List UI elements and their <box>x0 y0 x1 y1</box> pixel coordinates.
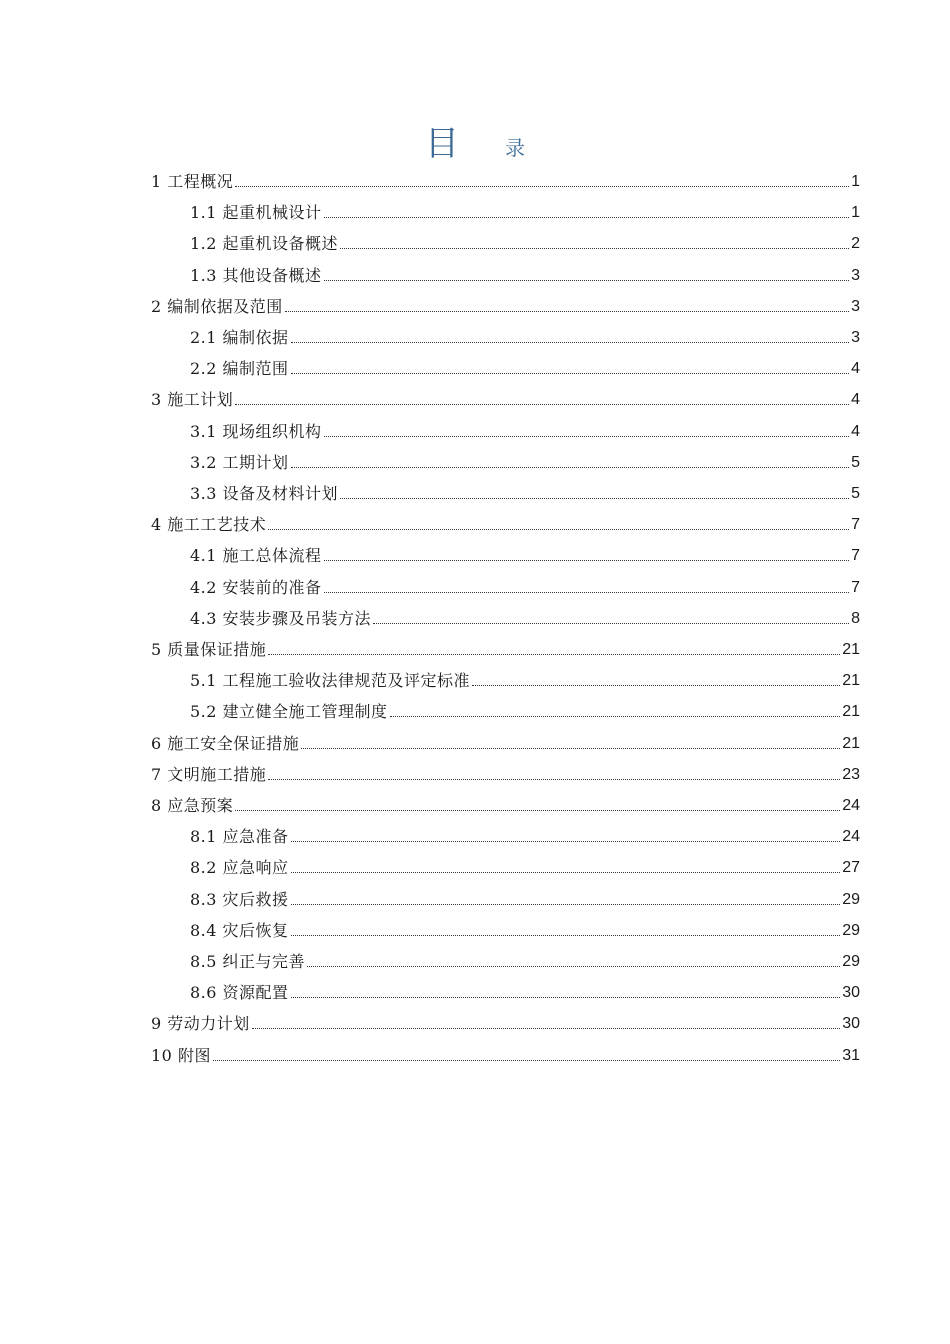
toc-leader-dots <box>390 715 841 717</box>
toc-entry[interactable] <box>151 790 860 816</box>
toc-entry-label: 8.1 应急准备 <box>190 827 289 847</box>
toc-entry-page-number: 30 <box>842 1015 860 1033</box>
toc-entry-label: 1 工程概况 <box>151 172 234 191</box>
toc-leader-dots <box>291 341 850 343</box>
toc-entry[interactable] <box>151 634 860 660</box>
toc-leader-dots <box>252 1027 840 1029</box>
toc-entry-label: 2.2 编制范围 <box>190 359 289 379</box>
toc-entry-label: 5.1 工程施工验收法律规范及评定标准 <box>190 671 471 691</box>
toc-leader-dots <box>213 1059 840 1061</box>
toc-entry-label: 2.1 编制依据 <box>190 328 289 347</box>
toc-entry-page-number: 27 <box>842 859 860 877</box>
toc-entry-page-number: 4 <box>851 391 860 409</box>
toc-entry-label: 3.3 设备及材料计划 <box>190 484 339 503</box>
toc-leader-dots <box>291 871 841 873</box>
toc-entry-page-number: 29 <box>842 890 860 908</box>
toc-entry-label: 1.3 其他设备概述 <box>190 265 322 285</box>
toc-entry-label: 8.6 资源配置 <box>190 983 289 1003</box>
toc-entry-page-number: 21 <box>842 641 860 658</box>
toc-entry-label: 1.1 起重机械设计 <box>190 203 322 223</box>
toc-entry[interactable] <box>190 540 860 566</box>
toc-entry[interactable] <box>190 416 860 442</box>
toc-entry[interactable] <box>151 759 860 785</box>
toc-leader-dots <box>235 185 849 187</box>
toc-entry-label: 3.1 现场组织机构 <box>190 421 322 441</box>
toc-title <box>0 116 950 165</box>
toc-leader-dots <box>307 965 840 967</box>
toc-entry-label: 7 文明施工措施 <box>151 764 267 784</box>
toc-entry-page-number: 1 <box>851 173 860 190</box>
toc-entry-label: 6 施工安全保证措施 <box>151 733 300 753</box>
toc-entry-page-number: 5 <box>851 453 860 471</box>
toc-entry[interactable] <box>190 322 860 348</box>
toc-entry-label: 10 附图 <box>151 1045 211 1065</box>
toc-entry[interactable] <box>190 665 860 691</box>
toc-leader-dots <box>291 466 850 468</box>
toc-entry[interactable] <box>151 384 860 410</box>
toc-entry-page-number: 7 <box>851 547 860 565</box>
toc-leader-dots <box>373 622 849 624</box>
toc-entry-page-number: 1 <box>851 204 860 222</box>
toc-entry[interactable] <box>190 228 860 254</box>
toc-entry-page-number: 30 <box>842 984 860 1002</box>
toc-entry[interactable] <box>190 603 860 629</box>
toc-entry-label: 8.4 灾后恢复 <box>190 920 289 940</box>
toc-entry[interactable] <box>190 197 860 223</box>
toc-entry-label: 4.1 施工总体流程 <box>190 546 322 566</box>
toc-leader-dots <box>291 996 841 998</box>
toc-entry-label: 5.2 建立健全施工管理制度 <box>190 702 388 722</box>
toc-entry-page-number: 2 <box>851 235 860 253</box>
toc-entry[interactable] <box>190 977 860 1003</box>
toc-entry-label: 8.3 灾后救援 <box>190 889 289 909</box>
toc-entry[interactable] <box>190 447 860 473</box>
toc-entry-label: 8.5 纠正与完善 <box>190 952 306 971</box>
toc-entry-page-number: 5 <box>851 485 860 502</box>
toc-leader-dots <box>291 934 841 936</box>
toc-entry-label: 4.3 安装步骤及吊装方法 <box>190 608 372 628</box>
toc-entry-page-number: 24 <box>842 797 860 814</box>
toc-entry[interactable] <box>151 1040 860 1066</box>
toc-entry-label: 8.2 应急响应 <box>190 858 289 878</box>
toc-entry-page-number: 21 <box>842 672 860 690</box>
toc-leader-dots <box>235 403 849 405</box>
toc-entry-label: 2 编制依据及范围 <box>151 296 283 316</box>
toc-entry[interactable] <box>151 509 860 535</box>
toc-entry-page-number: 29 <box>842 953 860 970</box>
toc-entry-label: 8 应急预案 <box>151 796 234 815</box>
toc-entry-page-number: 7 <box>851 516 860 534</box>
toc-entry-label: 1.2 起重机设备概述 <box>190 234 339 254</box>
toc-leader-dots <box>324 435 850 437</box>
toc-entry-page-number: 21 <box>842 703 860 721</box>
toc-title-secondary: 录 <box>505 136 525 160</box>
toc-entry-page-number: 3 <box>851 297 860 315</box>
toc-leader-dots <box>340 497 849 499</box>
toc-entry[interactable] <box>151 728 860 754</box>
toc-entry[interactable] <box>190 884 860 910</box>
toc-entry[interactable] <box>190 696 860 722</box>
toc-leader-dots <box>324 559 850 561</box>
toc-leader-dots <box>268 653 840 655</box>
toc-leader-dots <box>285 310 849 312</box>
toc-entry[interactable] <box>151 291 860 317</box>
toc-entry[interactable] <box>190 353 860 379</box>
toc-entry[interactable] <box>190 572 860 598</box>
toc-entry-page-number: 21 <box>842 734 860 752</box>
toc-leader-dots <box>324 591 850 593</box>
toc-leader-dots <box>268 778 840 780</box>
toc-entry[interactable] <box>190 478 860 504</box>
toc-entry-label: 4 施工工艺技术 <box>151 515 267 535</box>
toc-entry-page-number: 3 <box>851 329 860 346</box>
toc-entry-page-number: 23 <box>842 765 860 783</box>
toc-leader-dots <box>291 840 841 842</box>
toc-entry-page-number: 31 <box>842 1046 860 1064</box>
toc-leader-dots <box>291 372 850 374</box>
toc-entry[interactable] <box>151 166 860 192</box>
toc-entry[interactable] <box>190 821 860 847</box>
toc-leader-dots <box>301 747 840 749</box>
toc-entry-page-number: 29 <box>842 921 860 939</box>
toc-title-main: 目 <box>425 124 459 164</box>
toc-entry-page-number: 8 <box>851 609 860 627</box>
toc-entry-label: 5 质量保证措施 <box>151 640 267 659</box>
toc-leader-dots <box>472 684 840 686</box>
toc-entry-label: 3 施工计划 <box>151 390 234 410</box>
toc-leader-dots <box>268 528 849 530</box>
toc-entry-page-number: 24 <box>842 828 860 846</box>
toc-entry[interactable] <box>190 852 860 878</box>
toc-entry-label: 4.2 安装前的准备 <box>190 577 322 597</box>
toc-entry-page-number: 3 <box>851 266 860 284</box>
toc-entry[interactable] <box>190 915 860 941</box>
toc-entry[interactable] <box>190 260 860 286</box>
toc-leader-dots <box>340 247 849 249</box>
toc-entry[interactable] <box>151 1008 860 1034</box>
toc-entry-label: 9 劳动力计划 <box>151 1014 250 1034</box>
toc-entry[interactable] <box>190 946 860 972</box>
toc-entry-page-number: 7 <box>851 578 860 596</box>
toc-entry-page-number: 4 <box>851 422 860 440</box>
toc-entry-label: 3.2 工期计划 <box>190 452 289 472</box>
toc-entry-page-number: 4 <box>851 360 860 378</box>
toc-leader-dots <box>324 216 850 218</box>
toc-leader-dots <box>324 279 850 281</box>
toc-leader-dots <box>291 903 841 905</box>
toc-leader-dots <box>235 809 840 811</box>
